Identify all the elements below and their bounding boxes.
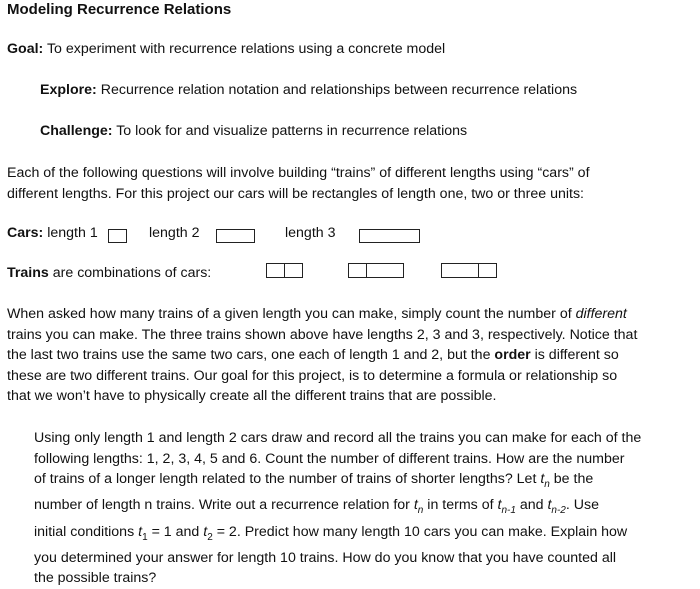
train-length3-b [441, 263, 497, 278]
cars-label: Cars: [7, 225, 44, 241]
var-t: t [203, 523, 208, 540]
explain-text: is different so [530, 347, 619, 363]
explanation-paragraph [7, 304, 637, 407]
explain-text: When asked how many trains of a given length you can make, simply count the number of [7, 306, 576, 322]
intro-line: different lengths. For this project our cars will be rectangles of length one, two or three units: [7, 185, 584, 202]
task-line: Using only length 1 and length 2 cars draw and record all the trains you can make for each of the [34, 430, 642, 446]
train-car [348, 263, 367, 278]
task-line: you determined your answer for length 10 trains. How do you know that you have counted all [34, 549, 617, 566]
var-t: t [413, 497, 418, 514]
explore-label: Explore: [40, 82, 97, 98]
task-text: be the [549, 471, 594, 487]
goal-line [7, 41, 445, 57]
task-line: following lengths: 1, 2, 3, 4, 5 and 6. Count the number of different trains. How are the number [34, 450, 625, 467]
explain-line [7, 345, 637, 366]
sub-n: n [417, 505, 424, 517]
task-text: = 1 and [147, 523, 204, 540]
explain-emphasis: different [575, 306, 627, 322]
car-length3 [359, 229, 420, 243]
sub-n-2: n-2 [551, 505, 566, 517]
task-line: the possible trains? [34, 570, 157, 587]
train-car [478, 263, 497, 278]
task-text: and [515, 497, 548, 514]
train-car [284, 263, 303, 278]
explain-text: the last two trains use the same two cars, one each of length 1 and 2, but the [7, 347, 495, 363]
task-line [34, 522, 641, 548]
trains-row [7, 265, 211, 281]
cars-row [7, 225, 98, 241]
task-paragraph [34, 428, 641, 589]
explain-line: that we won’t have to physically create all the different trains that are possible. [7, 388, 497, 404]
car-length1-label: length 1 [47, 225, 98, 241]
train-car [366, 263, 404, 278]
trains-text: are combinations of cars: [52, 265, 212, 281]
task-text: number of length n trains. Write out a recurrence relation for [34, 497, 414, 514]
var-t: t [138, 523, 143, 540]
explain-line: these are two different trains. Our goal for this project, is to determine a formula or relationship so [7, 367, 618, 384]
explain-line: trains you can make. The three trains shown above have lengths 2, 3 and 3, respectively. Notice that [7, 326, 638, 343]
car-length1 [108, 229, 127, 243]
car-length3-label: length 3 [285, 225, 336, 241]
var-t: t [547, 497, 552, 514]
explore-line [40, 82, 577, 98]
task-text: . Use [565, 497, 599, 514]
challenge-line [40, 123, 467, 139]
car-length2-label: length 2 [149, 225, 200, 241]
intro-line: Each of the following questions will involve building “trains” of different lengths using “cars” of [7, 165, 590, 181]
challenge-label: Challenge: [40, 123, 113, 139]
var-t: t [497, 497, 502, 514]
sub-n: n [544, 478, 550, 490]
challenge-text: To look for and visualize patterns in recurrence relations [116, 123, 468, 139]
goal-label: Goal: [7, 41, 44, 57]
task-line [34, 469, 641, 495]
explain-bold: order [494, 347, 531, 363]
task-text: initial conditions [34, 523, 139, 540]
explain-line [7, 304, 637, 325]
task-line [34, 495, 641, 521]
explore-text: Recurrence relation notation and relationships between recurrence relations [100, 82, 578, 98]
sub-1: 1 [142, 531, 148, 543]
trains-label: Trains [7, 265, 49, 281]
task-text: of trains of a longer length related to the number of trains of shorter lengths? Let [34, 471, 541, 487]
train-car [266, 263, 285, 278]
sub-2: 2 [207, 531, 213, 543]
task-text: in terms of [423, 497, 498, 514]
car-length2 [216, 229, 255, 243]
page-title: Modeling Recurrence Relations [7, 1, 232, 18]
intro-paragraph [7, 163, 590, 204]
train-length2 [266, 263, 303, 278]
train-length3-a [348, 263, 404, 278]
train-car [441, 263, 479, 278]
var-t: t [540, 471, 545, 487]
task-text: = 2. Predict how many length 10 cars you can make. Explain how [212, 523, 628, 540]
sub-n-1: n-1 [501, 505, 516, 517]
goal-text: To experiment with recurrence relations using a concrete model [46, 41, 446, 57]
